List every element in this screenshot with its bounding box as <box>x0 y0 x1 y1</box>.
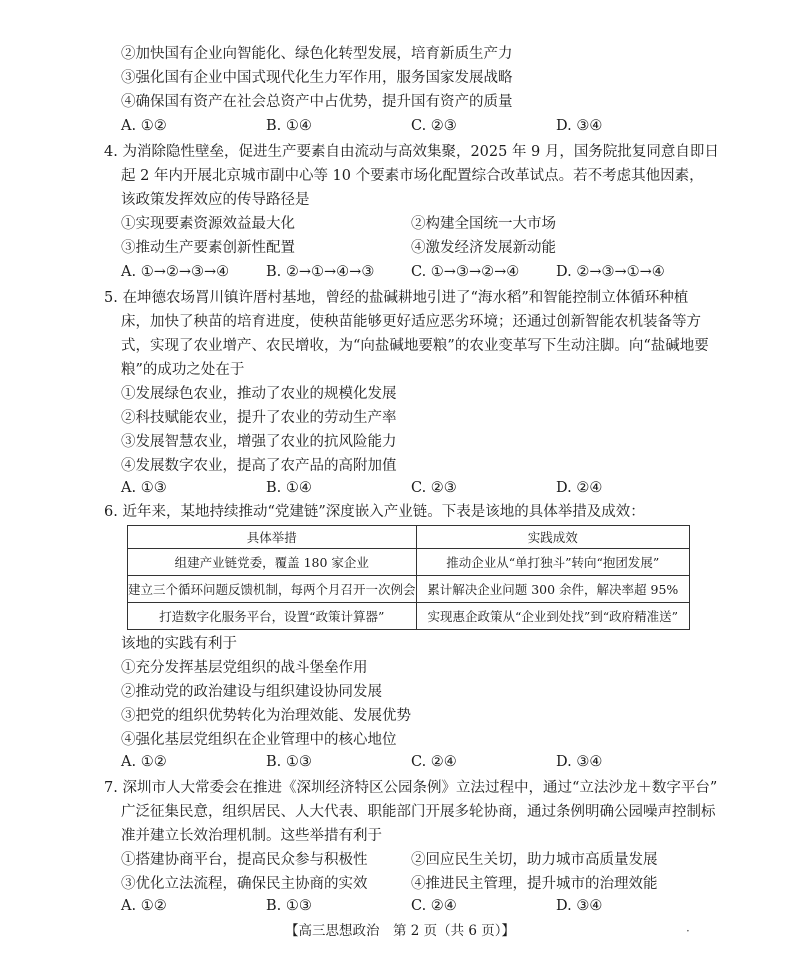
q3-option-a[interactable]: A. ①② <box>121 118 167 134</box>
q7-stem-line-2: 广泛征集民意，组织居民、人大代表、职能部门开展多轮协商，通过条例明确公园噪声控制标 <box>121 804 716 820</box>
q4-item-2: ②构建全国统一大市场 <box>411 216 556 232</box>
q4-stem-line-1: 4. 为消除隐性壁垒，促进生产要素自由流动与高效集聚，2025 年 9 月，国务院批复同意自即日 <box>104 144 719 160</box>
q5-option-a[interactable]: A. ①③ <box>121 480 167 496</box>
q3-item-2: ②加快国有企业向智能化、绿色化转型发展，培育新质生产力 <box>121 46 513 62</box>
q5-stem-line-1: 5. 在坤德农场罥川镇许厝村基地，曾经的盐碱耕地引进了“海水稻”和智能控制立体循环种植 <box>104 290 689 306</box>
table-cell: 建立三个循环问题反馈机制，每两个月召开一次例会 <box>128 576 417 603</box>
q5-item-4: ④发展数字农业，提高了农产品的高附加值 <box>121 458 397 474</box>
q7-option-b[interactable]: B. ①③ <box>266 898 312 914</box>
q4-option-c[interactable]: C. ①→③→②→④ <box>411 264 520 280</box>
q6-item-2: ②推动党的政治建设与组织建设协同发展 <box>121 684 382 700</box>
table-row <box>128 603 690 630</box>
q5-option-c[interactable]: C. ②③ <box>411 480 457 496</box>
q3-option-d[interactable]: D. ③④ <box>556 118 603 134</box>
q6-item-3: ③把党的组织优势转化为治理效能、发展优势 <box>121 708 411 724</box>
q4-item-4: ④激发经济发展新动能 <box>411 240 556 256</box>
table-cell: 推动企业从“单打独斗”转向“抱团发展” <box>416 549 689 576</box>
q6-item-4: ④强化基层党组织在企业管理中的核心地位 <box>121 732 397 748</box>
table-cell: 组建产业链党委，覆盖 180 家企业 <box>128 549 417 576</box>
q7-option-a[interactable]: A. ①② <box>121 898 167 914</box>
q5-stem-line-4: 粮”的成功之处在于 <box>121 362 245 378</box>
q7-option-c[interactable]: C. ②④ <box>411 898 457 914</box>
q6-option-d[interactable]: D. ③④ <box>556 754 603 770</box>
q7-option-d[interactable]: D. ③④ <box>556 898 603 914</box>
table-cell: 实现惠企政策从“企业到处找”到“政府精准送” <box>416 603 689 630</box>
q6-option-c[interactable]: C. ②④ <box>411 754 457 770</box>
q5-item-3: ③发展智慧农业，增强了农业的抗风险能力 <box>121 434 397 450</box>
table-row <box>128 549 690 576</box>
q4-stem-line-2: 起 2 年内开展北京城市副中心等 10 个要素市场化配置综合改革试点。若不考虑其他因素， <box>121 168 704 184</box>
q5-option-b[interactable]: B. ①④ <box>266 480 312 496</box>
q7-item-3: ③优化立法流程，确保民主协商的实效 <box>121 876 368 892</box>
q3-item-3: ③强化国有企业中国式现代化生力军作用，服务国家发展战略 <box>121 70 513 86</box>
q7-item-2: ②回应民生关切，助力城市高质量发展 <box>411 852 658 868</box>
q4-stem-line-3: 该政策发挥效应的传导路径是 <box>121 192 310 208</box>
q6-item-1: ①充分发挥基层党组织的战斗堡垒作用 <box>121 660 368 676</box>
q4-item-1: ①实现要素资源效益最大化 <box>121 216 295 232</box>
q4-item-3: ③推动生产要素创新性配置 <box>121 240 295 256</box>
table-header-results: 实践成效 <box>416 526 689 549</box>
q7-item-4: ④推进民主管理，提升城市的治理效能 <box>411 876 658 892</box>
q6-lead: 该地的实践有利于 <box>121 636 237 652</box>
q5-stem-line-2: 床，加快了秧苗的培育进度，使秧苗能够更好适应恶劣环境；还通过创新智能农机装备等方 <box>121 314 701 330</box>
table-row <box>128 576 690 603</box>
q7-item-1: ①搭建协商平台，提高民众参与积极性 <box>121 852 368 868</box>
q4-option-b[interactable]: B. ②→①→④→③ <box>266 264 375 280</box>
table-header-measures: 具体举措 <box>128 526 417 549</box>
corner-mark: · <box>686 924 690 938</box>
q5-item-1: ①发展绿色农业，推动了农业的规模化发展 <box>121 386 397 402</box>
q5-stem-line-3: 式，实现了农业增产、农民增收，为“向盐碱地要粮”的农业变革写下生动注脚。向“盐碱地要 <box>121 338 709 354</box>
page-footer: 【高三思想政治 第 2 页（共 6 页）】 <box>284 923 516 939</box>
q4-option-a[interactable]: A. ①→②→③→④ <box>121 264 230 280</box>
q7-stem-line-3: 准并建立长效治理机制。这些举措有利于 <box>121 828 382 844</box>
q6-option-a[interactable]: A. ①② <box>121 754 167 770</box>
q3-option-b[interactable]: B. ①④ <box>266 118 312 134</box>
q6-measures-table <box>127 525 690 630</box>
q4-option-d[interactable]: D. ②→③→①→④ <box>556 264 665 280</box>
q6-option-b[interactable]: B. ①③ <box>266 754 312 770</box>
q6-stem: 6. 近年来，某地持续推动“党建链”深度嵌入产业链。下表是该地的具体举措及成效： <box>104 504 645 520</box>
table-cell: 打造数字化服务平台，设置“政策计算器” <box>128 603 417 630</box>
table-cell: 累计解决企业问题 300 余件，解决率超 95% <box>416 576 689 603</box>
q7-stem-line-1: 7. 深圳市人大常委会在推进《深圳经济特区公园条例》立法过程中，通过“立法沙龙＋数字平台” <box>104 780 718 796</box>
q3-option-c[interactable]: C. ②③ <box>411 118 457 134</box>
q3-item-4: ④确保国有资产在社会总资产中占优势，提升国有资产的质量 <box>121 94 513 110</box>
q5-item-2: ②科技赋能农业，提升了农业的劳动生产率 <box>121 410 397 426</box>
q5-option-d[interactable]: D. ②④ <box>556 480 603 496</box>
